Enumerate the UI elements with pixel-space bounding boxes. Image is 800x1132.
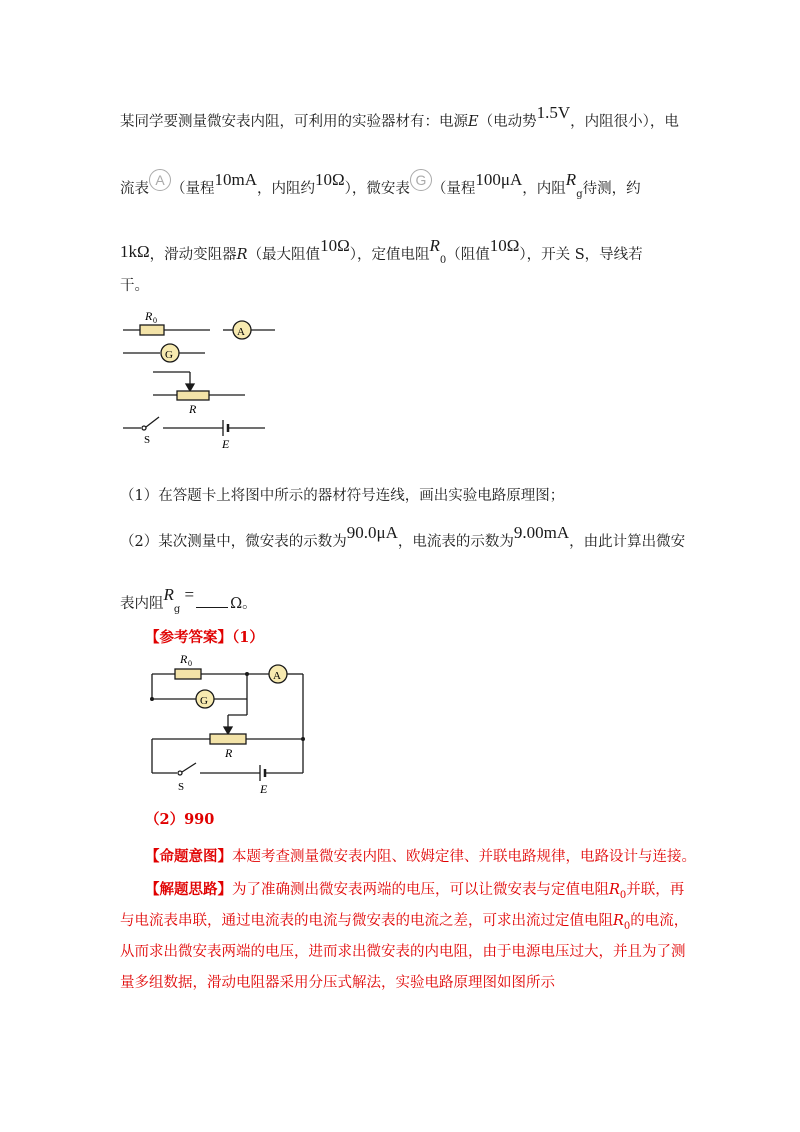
label-s: S bbox=[144, 434, 151, 446]
analysis-line-1: 【解题思路】为了准确测出微安表两端的电压，可以让微安表与定值电阻$R_0$并联，再 bbox=[145, 881, 685, 901]
answer-circuit bbox=[140, 650, 320, 800]
answer-label-r: R bbox=[225, 746, 233, 760]
answer-label-s: S bbox=[178, 781, 185, 793]
sub-question-2-line-2: 表内阻$R_g = \Omega$。 bbox=[120, 585, 257, 615]
label-g: G bbox=[165, 349, 173, 361]
analysis-line-3: 从而求出微安表两端的电压，进而求出微安表的内电阻，由于电源电压过大，并且为了测 bbox=[120, 944, 686, 960]
sub-question-2: （2）某次测量中，微安表的示数为90.0μA，电流表的示数为9.00mA，由此计算出微安 bbox=[120, 523, 686, 550]
components-figure bbox=[115, 305, 285, 455]
label-r0-sub: 0 bbox=[153, 316, 157, 325]
sub-question-1: （1）在答题卡上将图中所示的器材符号连线，画出实验电路原理图； bbox=[120, 488, 565, 504]
answer-header: 【参考答案】（1） bbox=[145, 629, 264, 646]
answer-label-r0-sub: 0 bbox=[188, 659, 192, 668]
label-r: R bbox=[189, 402, 197, 416]
question-line-4: 干。 bbox=[120, 278, 149, 294]
label-a: A bbox=[237, 326, 245, 338]
question-line-2: 流表A（量程10mA，内阻约10Ω），微安表G（量程100μA，内阻$R_g$待测，约 bbox=[120, 170, 641, 200]
question-line-3: 1kΩ，滑动变阻器R（最大阻值10Ω），定值电阻$R_0$（阻值10Ω），开关 S，导线若 bbox=[120, 236, 643, 266]
junction-dot bbox=[150, 697, 154, 701]
answer-part-2: （2）990 bbox=[145, 811, 215, 828]
label-r0: R bbox=[145, 309, 153, 323]
answer-switch bbox=[182, 763, 196, 772]
junction-dot bbox=[245, 672, 249, 676]
analysis-line-4: 量多组数据，滑动电阻器采用分压式解法，实验电路原理图如图所示 bbox=[120, 975, 555, 991]
slider-arrow bbox=[186, 384, 194, 391]
microammeter-symbol: G bbox=[410, 169, 432, 191]
switch-s bbox=[146, 417, 159, 427]
ammeter-symbol: A bbox=[149, 169, 171, 191]
question-line-1: 某同学要测量微安表内阻，可利用的实验器材有：电源E（电动势1.5V，内阻很小），电 bbox=[120, 103, 679, 130]
intent-line: 【命题意图】本题考查测量微安表内阻、欧姆定律、并联电路规律，电路设计与连接。 bbox=[145, 848, 696, 865]
answer-blank bbox=[196, 607, 228, 608]
label-e: E bbox=[222, 437, 230, 451]
junction-dot bbox=[301, 737, 305, 741]
rheostat bbox=[177, 391, 209, 400]
answer-label-g: G bbox=[200, 695, 208, 707]
analysis-line-2: 与电流表串联，通过电流表的电流与微安表的电流之差，可求出流过定值电阻$R_0$的电流， bbox=[120, 913, 689, 932]
answer-resistor-r0 bbox=[175, 669, 201, 679]
answer-label-a: A bbox=[273, 670, 281, 682]
answer-label-e: E bbox=[260, 782, 268, 796]
resistor-r0 bbox=[140, 325, 164, 335]
answer-label-r0: R bbox=[180, 652, 188, 666]
answer-rheostat bbox=[210, 734, 246, 744]
